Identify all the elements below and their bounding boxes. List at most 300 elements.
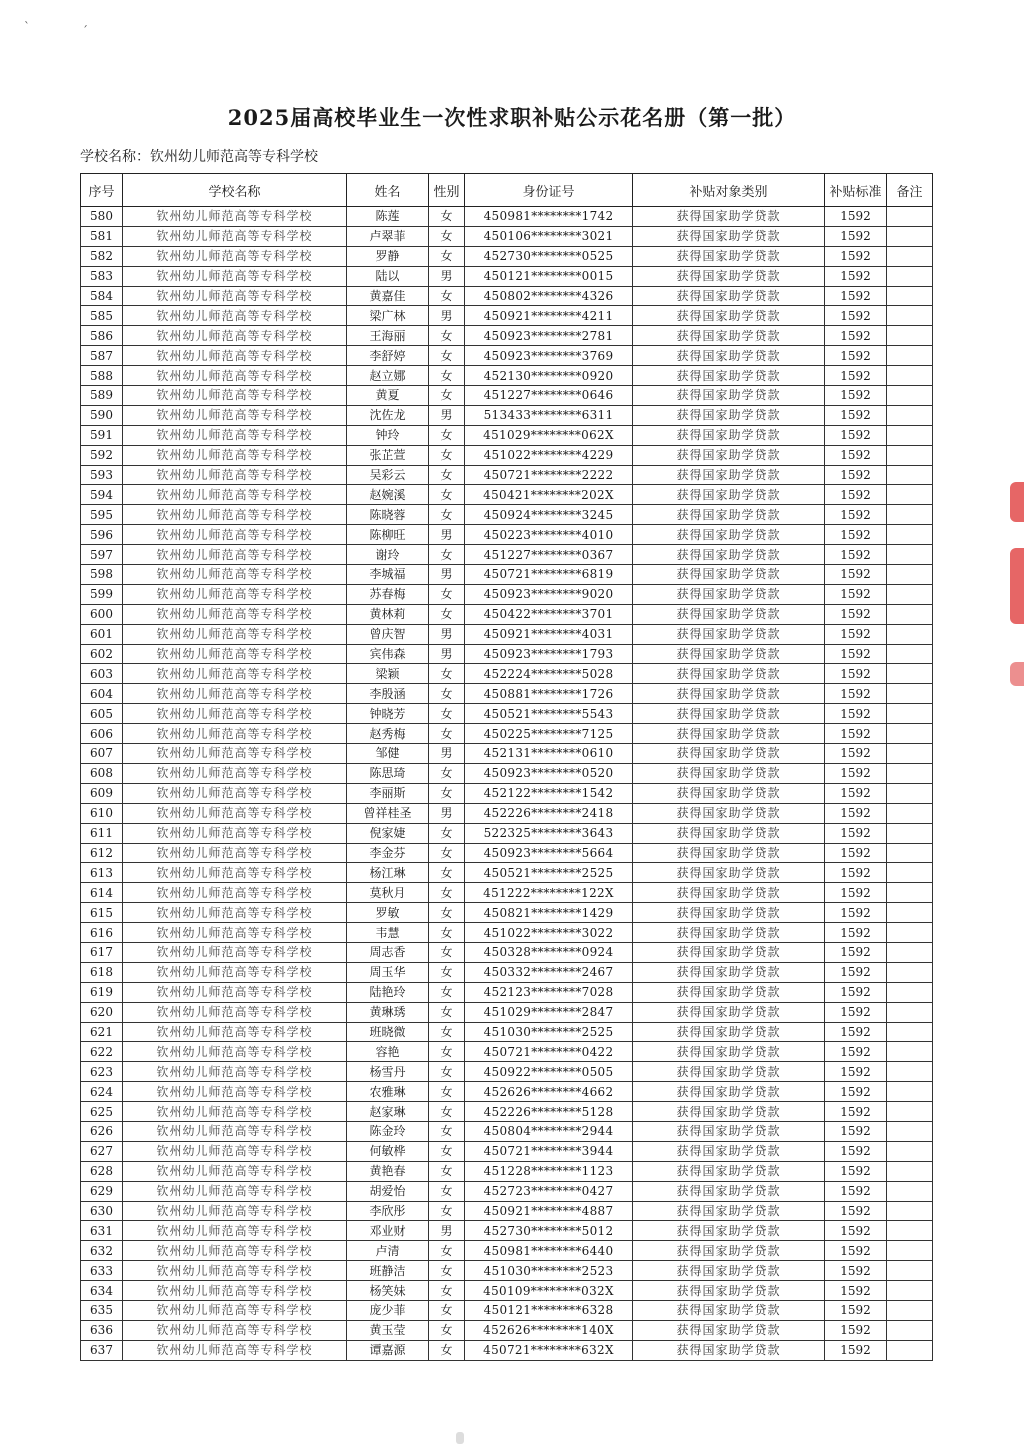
school-cell: 钦州幼儿师范高等专科学校 <box>123 982 347 1002</box>
table-row <box>81 1201 933 1221</box>
id-number-cell: 450921********4211 <box>465 306 633 326</box>
table-row <box>81 763 933 783</box>
school-cell: 钦州幼儿师范高等专科学校 <box>123 1221 347 1241</box>
index-cell: 587 <box>81 346 123 366</box>
table-row <box>81 445 933 465</box>
category-cell: 获得国家助学贷款 <box>633 1340 825 1360</box>
remark-cell <box>887 1241 933 1261</box>
school-cell: 钦州幼儿师范高等专科学校 <box>123 207 347 227</box>
index-cell: 618 <box>81 962 123 982</box>
category-cell: 获得国家助学贷款 <box>633 783 825 803</box>
id-number-cell: 522325********3643 <box>465 823 633 843</box>
category-cell: 获得国家助学贷款 <box>633 1002 825 1022</box>
category-cell: 获得国家助学贷款 <box>633 704 825 724</box>
id-number-cell: 450802********4326 <box>465 286 633 306</box>
id-number-cell: 451222********122X <box>465 883 633 903</box>
index-cell: 594 <box>81 485 123 505</box>
header-index: 序号 <box>81 174 123 207</box>
standard-cell: 1592 <box>825 366 887 386</box>
remark-cell <box>887 982 933 1002</box>
index-cell: 601 <box>81 624 123 644</box>
standard-cell: 1592 <box>825 1340 887 1360</box>
scan-mark: ˊ <box>82 24 88 38</box>
remark-cell <box>887 624 933 644</box>
name-cell: 黄玉莹 <box>347 1320 429 1340</box>
name-cell: 容艳 <box>347 1042 429 1062</box>
scan-mark <box>456 1432 464 1444</box>
id-number-cell: 452226********2418 <box>465 803 633 823</box>
gender-cell: 女 <box>429 1022 465 1042</box>
index-cell: 584 <box>81 286 123 306</box>
id-number-cell: 450106********3021 <box>465 226 633 246</box>
id-number-cell: 451030********2523 <box>465 1261 633 1281</box>
category-cell: 获得国家助学贷款 <box>633 823 825 843</box>
school-cell: 钦州幼儿师范高等专科学校 <box>123 246 347 266</box>
school-cell: 钦州幼儿师范高等专科学校 <box>123 1121 347 1141</box>
header-name: 姓名 <box>347 174 429 207</box>
category-cell: 获得国家助学贷款 <box>633 405 825 425</box>
category-cell: 获得国家助学贷款 <box>633 286 825 306</box>
name-cell: 谢玲 <box>347 545 429 565</box>
standard-cell: 1592 <box>825 1241 887 1261</box>
remark-cell <box>887 604 933 624</box>
name-cell: 黄琳琇 <box>347 1002 429 1022</box>
category-cell: 获得国家助学贷款 <box>633 505 825 525</box>
gender-cell: 女 <box>429 386 465 406</box>
index-cell: 628 <box>81 1161 123 1181</box>
remark-cell <box>887 565 933 585</box>
name-cell: 班静洁 <box>347 1261 429 1281</box>
table-row <box>81 266 933 286</box>
index-cell: 629 <box>81 1181 123 1201</box>
school-cell: 钦州幼儿师范高等专科学校 <box>123 286 347 306</box>
standard-cell: 1592 <box>825 982 887 1002</box>
id-number-cell: 452626********140X <box>465 1320 633 1340</box>
standard-cell: 1592 <box>825 1181 887 1201</box>
remark-cell <box>887 1181 933 1201</box>
table-row <box>81 704 933 724</box>
index-cell: 633 <box>81 1261 123 1281</box>
table-row <box>81 644 933 664</box>
remark-cell <box>887 1201 933 1221</box>
remark-cell <box>887 1161 933 1181</box>
table-row <box>81 982 933 1002</box>
category-cell: 获得国家助学贷款 <box>633 1181 825 1201</box>
remark-cell <box>887 286 933 306</box>
table-row <box>81 843 933 863</box>
remark-cell <box>887 942 933 962</box>
school-cell: 钦州幼儿师范高等专科学校 <box>123 704 347 724</box>
gender-cell: 女 <box>429 207 465 227</box>
id-number-cell: 452226********5128 <box>465 1102 633 1122</box>
header-remark: 备注 <box>887 174 933 207</box>
school-cell: 钦州幼儿师范高等专科学校 <box>123 1241 347 1261</box>
name-cell: 杨江琳 <box>347 863 429 883</box>
category-cell: 获得国家助学贷款 <box>633 366 825 386</box>
standard-cell: 1592 <box>825 326 887 346</box>
remark-cell <box>887 903 933 923</box>
name-cell: 张芷萱 <box>347 445 429 465</box>
school-cell: 钦州幼儿师范高等专科学校 <box>123 1161 347 1181</box>
table-row <box>81 1320 933 1340</box>
index-cell: 605 <box>81 704 123 724</box>
standard-cell: 1592 <box>825 465 887 485</box>
school-name-label: 学校名称：钦州幼儿师范高等专科学校 <box>80 149 318 165</box>
table-row <box>81 1062 933 1082</box>
remark-cell <box>887 226 933 246</box>
name-cell: 黄嘉佳 <box>347 286 429 306</box>
category-cell: 获得国家助学贷款 <box>633 266 825 286</box>
category-cell: 获得国家助学贷款 <box>633 883 825 903</box>
gender-cell: 女 <box>429 584 465 604</box>
remark-cell <box>887 525 933 545</box>
id-number-cell: 451227********0646 <box>465 386 633 406</box>
table-row <box>81 803 933 823</box>
standard-cell: 1592 <box>825 1042 887 1062</box>
id-number-cell: 452730********5012 <box>465 1221 633 1241</box>
standard-cell: 1592 <box>825 624 887 644</box>
school-cell: 钦州幼儿师范高等专科学校 <box>123 724 347 744</box>
category-cell: 获得国家助学贷款 <box>633 1042 825 1062</box>
header-id-number: 身份证号 <box>465 174 633 207</box>
table-row <box>81 624 933 644</box>
name-cell: 李城福 <box>347 565 429 585</box>
standard-cell: 1592 <box>825 226 887 246</box>
index-cell: 623 <box>81 1062 123 1082</box>
standard-cell: 1592 <box>825 883 887 903</box>
header-school: 学校名称 <box>123 174 347 207</box>
name-cell: 宾伟森 <box>347 644 429 664</box>
index-cell: 630 <box>81 1201 123 1221</box>
remark-cell <box>887 1141 933 1161</box>
gender-cell: 女 <box>429 823 465 843</box>
id-number-cell: 452224********5028 <box>465 664 633 684</box>
school-cell: 钦州幼儿师范高等专科学校 <box>123 903 347 923</box>
name-cell: 杨笑妹 <box>347 1281 429 1301</box>
table-row <box>81 604 933 624</box>
category-cell: 获得国家助学贷款 <box>633 744 825 764</box>
id-number-cell: 450804********2944 <box>465 1121 633 1141</box>
index-cell: 597 <box>81 545 123 565</box>
standard-cell: 1592 <box>825 843 887 863</box>
remark-cell <box>887 1022 933 1042</box>
school-cell: 钦州幼儿师范高等专科学校 <box>123 525 347 545</box>
red-seal-fragment <box>1010 482 1024 522</box>
remark-cell <box>887 1082 933 1102</box>
category-cell: 获得国家助学贷款 <box>633 226 825 246</box>
remark-cell <box>887 306 933 326</box>
category-cell: 获得国家助学贷款 <box>633 1221 825 1241</box>
page-title: 2025届高校毕业生一次性求职补贴公示花名册（第一批） <box>227 105 797 130</box>
school-cell: 钦州幼儿师范高等专科学校 <box>123 445 347 465</box>
school-cell: 钦州幼儿师范高等专科学校 <box>123 763 347 783</box>
standard-cell: 1592 <box>825 306 887 326</box>
table-row <box>81 1002 933 1022</box>
index-cell: 591 <box>81 425 123 445</box>
standard-cell: 1592 <box>825 1062 887 1082</box>
standard-cell: 1592 <box>825 942 887 962</box>
id-number-cell: 450121********6328 <box>465 1300 633 1320</box>
gender-cell: 男 <box>429 306 465 326</box>
table-row <box>81 326 933 346</box>
name-cell: 钟玲 <box>347 425 429 445</box>
id-number-cell: 450223********4010 <box>465 525 633 545</box>
category-cell: 获得国家助学贷款 <box>633 1320 825 1340</box>
category-cell: 获得国家助学贷款 <box>633 207 825 227</box>
index-cell: 616 <box>81 923 123 943</box>
category-cell: 获得国家助学贷款 <box>633 545 825 565</box>
table-row <box>81 724 933 744</box>
standard-cell: 1592 <box>825 1221 887 1241</box>
table-row <box>81 883 933 903</box>
school-cell: 钦州幼儿师范高等专科学校 <box>123 664 347 684</box>
category-cell: 获得国家助学贷款 <box>633 326 825 346</box>
table-row <box>81 962 933 982</box>
school-cell: 钦州幼儿师范高等专科学校 <box>123 1261 347 1281</box>
gender-cell: 女 <box>429 545 465 565</box>
table-row <box>81 525 933 545</box>
gender-cell: 女 <box>429 724 465 744</box>
standard-cell: 1592 <box>825 505 887 525</box>
remark-cell <box>887 863 933 883</box>
category-cell: 获得国家助学贷款 <box>633 664 825 684</box>
gender-cell: 女 <box>429 505 465 525</box>
scan-mark: ˋ <box>24 20 30 34</box>
standard-cell: 1592 <box>825 565 887 585</box>
header-standard: 补贴标准 <box>825 174 887 207</box>
school-cell: 钦州幼儿师范高等专科学校 <box>123 783 347 803</box>
gender-cell: 女 <box>429 1241 465 1261</box>
category-cell: 获得国家助学贷款 <box>633 1022 825 1042</box>
table-row <box>81 1221 933 1241</box>
category-cell: 获得国家助学贷款 <box>633 306 825 326</box>
school-cell: 钦州幼儿师范高等专科学校 <box>123 386 347 406</box>
table-row <box>81 783 933 803</box>
school-cell: 钦州幼儿师范高等专科学校 <box>123 624 347 644</box>
header-gender: 性别 <box>429 174 465 207</box>
id-number-cell: 450422********3701 <box>465 604 633 624</box>
id-number-cell: 452122********1542 <box>465 783 633 803</box>
index-cell: 596 <box>81 525 123 545</box>
standard-cell: 1592 <box>825 1201 887 1221</box>
remark-cell <box>887 1261 933 1281</box>
id-number-cell: 452730********0525 <box>465 246 633 266</box>
name-cell: 曾祥桂圣 <box>347 803 429 823</box>
index-cell: 610 <box>81 803 123 823</box>
gender-cell: 女 <box>429 704 465 724</box>
category-cell: 获得国家助学贷款 <box>633 1261 825 1281</box>
remark-cell <box>887 505 933 525</box>
red-seal-fragment <box>1010 548 1024 624</box>
id-number-cell: 451029********062X <box>465 425 633 445</box>
gender-cell: 女 <box>429 346 465 366</box>
gender-cell: 女 <box>429 962 465 982</box>
table-row <box>81 1042 933 1062</box>
name-cell: 赵婉溪 <box>347 485 429 505</box>
index-cell: 599 <box>81 584 123 604</box>
category-cell: 获得国家助学贷款 <box>633 843 825 863</box>
gender-cell: 女 <box>429 1002 465 1022</box>
index-cell: 588 <box>81 366 123 386</box>
gender-cell: 女 <box>429 923 465 943</box>
id-number-cell: 451022********4229 <box>465 445 633 465</box>
table-row <box>81 903 933 923</box>
remark-cell <box>887 326 933 346</box>
id-number-cell: 450332********2467 <box>465 962 633 982</box>
standard-cell: 1592 <box>825 684 887 704</box>
standard-cell: 1592 <box>825 783 887 803</box>
remark-cell <box>887 704 933 724</box>
id-number-cell: 450981********6440 <box>465 1241 633 1261</box>
standard-cell: 1592 <box>825 207 887 227</box>
school-cell: 钦州幼儿师范高等专科学校 <box>123 306 347 326</box>
id-number-cell: 450421********202X <box>465 485 633 505</box>
gender-cell: 男 <box>429 405 465 425</box>
school-cell: 钦州幼儿师范高等专科学校 <box>123 405 347 425</box>
remark-cell <box>887 962 933 982</box>
name-cell: 罗敏 <box>347 903 429 923</box>
standard-cell: 1592 <box>825 704 887 724</box>
gender-cell: 女 <box>429 863 465 883</box>
name-cell: 韦慧 <box>347 923 429 943</box>
id-number-cell: 450328********0924 <box>465 942 633 962</box>
standard-cell: 1592 <box>825 823 887 843</box>
index-cell: 612 <box>81 843 123 863</box>
remark-cell <box>887 1300 933 1320</box>
id-number-cell: 450922********0505 <box>465 1062 633 1082</box>
standard-cell: 1592 <box>825 1082 887 1102</box>
name-cell: 班晓微 <box>347 1022 429 1042</box>
id-number-cell: 450923********9020 <box>465 584 633 604</box>
remark-cell <box>887 1062 933 1082</box>
gender-cell: 女 <box>429 326 465 346</box>
school-cell: 钦州幼儿师范高等专科学校 <box>123 843 347 863</box>
category-cell: 获得国家助学贷款 <box>633 684 825 704</box>
table-row <box>81 1241 933 1261</box>
standard-cell: 1592 <box>825 1300 887 1320</box>
category-cell: 获得国家助学贷款 <box>633 644 825 664</box>
school-cell: 钦州幼儿师范高等专科学校 <box>123 604 347 624</box>
remark-cell <box>887 1221 933 1241</box>
school-cell: 钦州幼儿师范高等专科学校 <box>123 1062 347 1082</box>
school-cell: 钦州幼儿师范高等专科学校 <box>123 1300 347 1320</box>
remark-cell <box>887 545 933 565</box>
table-row <box>81 346 933 366</box>
name-cell: 李金芬 <box>347 843 429 863</box>
school-cell: 钦州幼儿师范高等专科学校 <box>123 346 347 366</box>
gender-cell: 女 <box>429 425 465 445</box>
category-cell: 获得国家助学贷款 <box>633 1161 825 1181</box>
name-cell: 陈莲 <box>347 207 429 227</box>
category-cell: 获得国家助学贷款 <box>633 763 825 783</box>
name-cell: 农雅琳 <box>347 1082 429 1102</box>
standard-cell: 1592 <box>825 863 887 883</box>
gender-cell: 女 <box>429 1320 465 1340</box>
remark-cell <box>887 366 933 386</box>
category-cell: 获得国家助学贷款 <box>633 1300 825 1320</box>
id-number-cell: 451227********0367 <box>465 545 633 565</box>
remark-cell <box>887 207 933 227</box>
remark-cell <box>887 823 933 843</box>
standard-cell: 1592 <box>825 445 887 465</box>
standard-cell: 1592 <box>825 962 887 982</box>
standard-cell: 1592 <box>825 803 887 823</box>
gender-cell: 女 <box>429 1062 465 1082</box>
gender-cell: 女 <box>429 1042 465 1062</box>
name-cell: 李欣彤 <box>347 1201 429 1221</box>
gender-cell: 男 <box>429 744 465 764</box>
index-cell: 613 <box>81 863 123 883</box>
id-number-cell: 452123********7028 <box>465 982 633 1002</box>
category-cell: 获得国家助学贷款 <box>633 942 825 962</box>
gender-cell: 女 <box>429 982 465 1002</box>
school-cell: 钦州幼儿师范高等专科学校 <box>123 584 347 604</box>
roster-table <box>80 173 933 1361</box>
standard-cell: 1592 <box>825 664 887 684</box>
name-cell: 陈金玲 <box>347 1121 429 1141</box>
category-cell: 获得国家助学贷款 <box>633 803 825 823</box>
id-number-cell: 450121********0015 <box>465 266 633 286</box>
table-row <box>81 584 933 604</box>
school-cell: 钦州幼儿师范高等专科学校 <box>123 565 347 585</box>
index-cell: 583 <box>81 266 123 286</box>
standard-cell: 1592 <box>825 1121 887 1141</box>
standard-cell: 1592 <box>825 545 887 565</box>
index-cell: 590 <box>81 405 123 425</box>
school-cell: 钦州幼儿师范高等专科学校 <box>123 1181 347 1201</box>
school-cell: 钦州幼儿师范高等专科学校 <box>123 1281 347 1301</box>
gender-cell: 男 <box>429 525 465 545</box>
gender-cell: 女 <box>429 942 465 962</box>
table-row <box>81 1161 933 1181</box>
name-cell: 梁颖 <box>347 664 429 684</box>
category-cell: 获得国家助学贷款 <box>633 624 825 644</box>
name-cell: 苏春梅 <box>347 584 429 604</box>
name-cell: 卢翠菲 <box>347 226 429 246</box>
name-cell: 沈佐龙 <box>347 405 429 425</box>
school-cell: 钦州幼儿师范高等专科学校 <box>123 1042 347 1062</box>
table-row <box>81 226 933 246</box>
gender-cell: 男 <box>429 266 465 286</box>
index-cell: 631 <box>81 1221 123 1241</box>
gender-cell: 女 <box>429 246 465 266</box>
remark-cell <box>887 405 933 425</box>
index-cell: 609 <box>81 783 123 803</box>
school-cell: 钦州幼儿师范高等专科学校 <box>123 485 347 505</box>
standard-cell: 1592 <box>825 1261 887 1281</box>
name-cell: 黄林莉 <box>347 604 429 624</box>
school-cell: 钦州幼儿师范高等专科学校 <box>123 326 347 346</box>
school-cell: 钦州幼儿师范高等专科学校 <box>123 1141 347 1161</box>
remark-cell <box>887 584 933 604</box>
name-cell: 周志香 <box>347 942 429 962</box>
standard-cell: 1592 <box>825 604 887 624</box>
standard-cell: 1592 <box>825 744 887 764</box>
table-row <box>81 684 933 704</box>
name-cell: 曾庆智 <box>347 624 429 644</box>
id-number-cell: 450225********7125 <box>465 724 633 744</box>
table-row <box>81 425 933 445</box>
index-cell: 593 <box>81 465 123 485</box>
index-cell: 585 <box>81 306 123 326</box>
gender-cell: 女 <box>429 1141 465 1161</box>
table-row <box>81 505 933 525</box>
category-cell: 获得国家助学贷款 <box>633 565 825 585</box>
school-cell: 钦州幼儿师范高等专科学校 <box>123 226 347 246</box>
gender-cell: 女 <box>429 1082 465 1102</box>
name-cell: 赵秀梅 <box>347 724 429 744</box>
standard-cell: 1592 <box>825 386 887 406</box>
